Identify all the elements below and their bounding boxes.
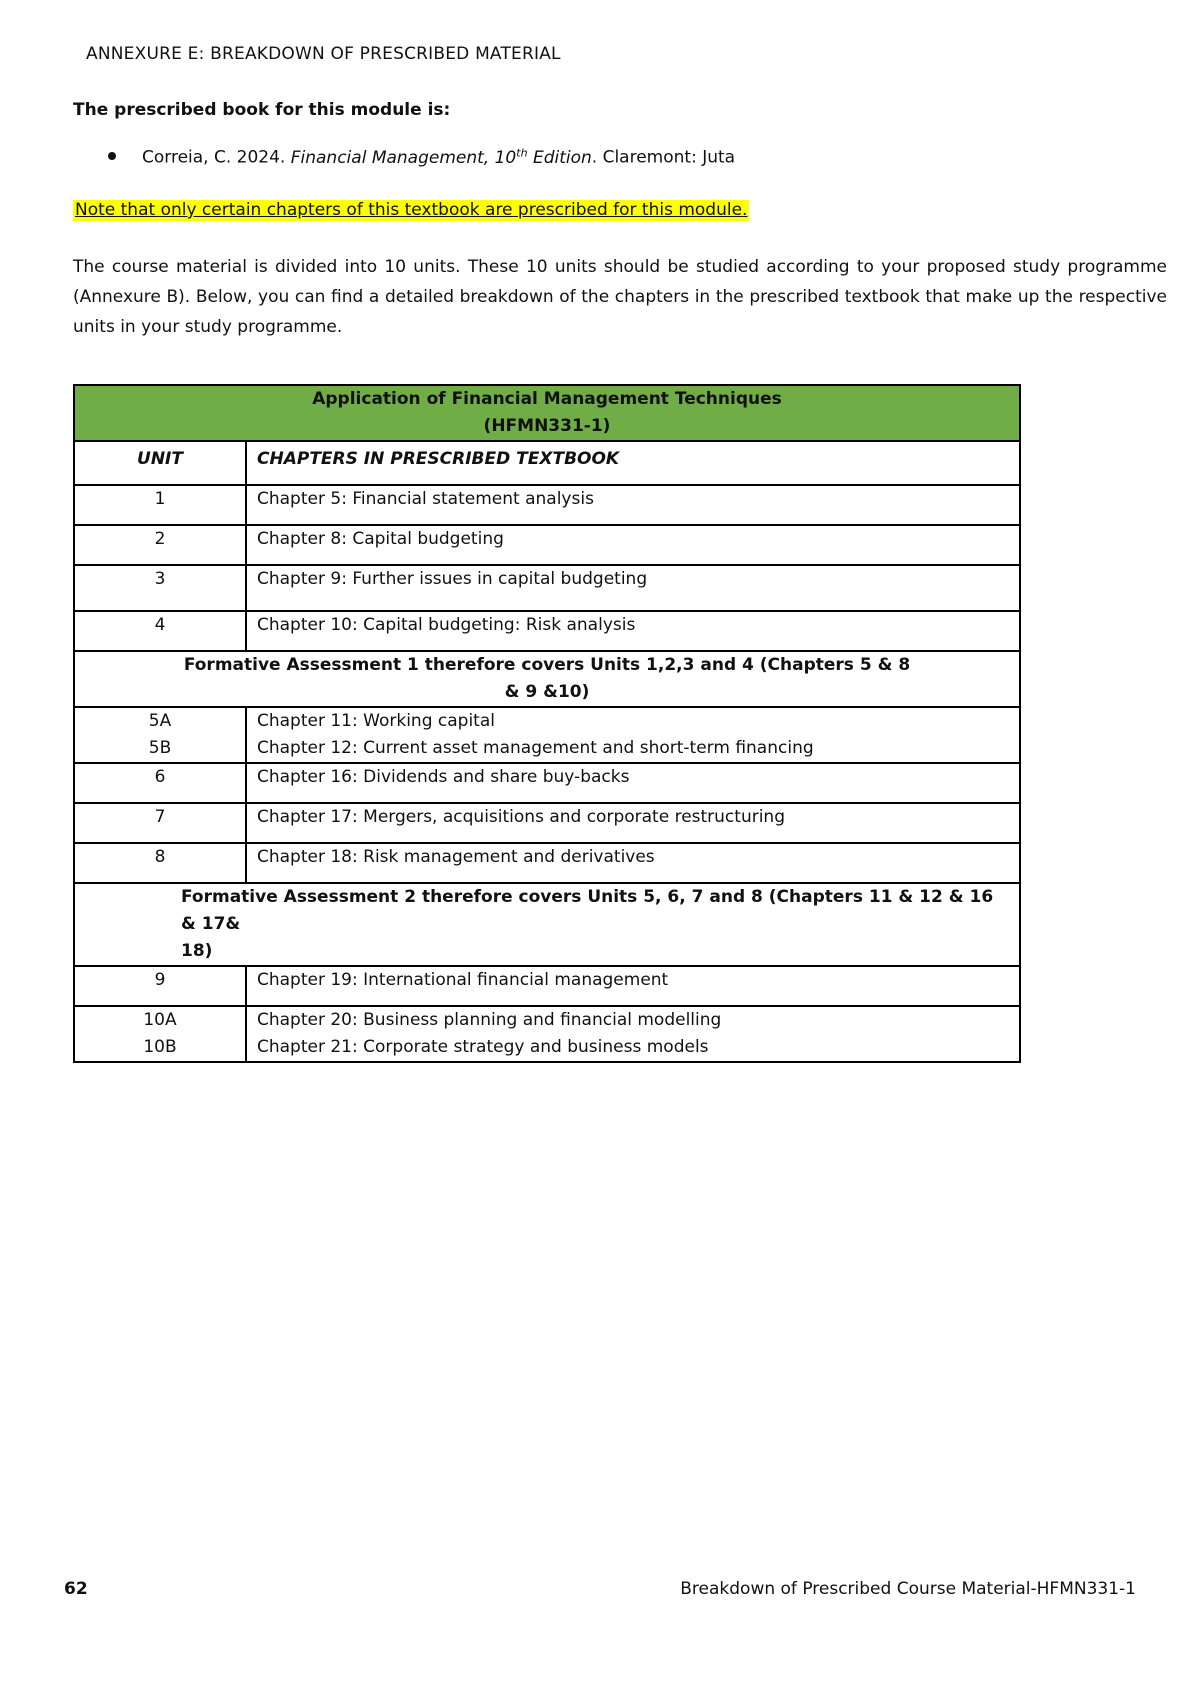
- table-row: [74, 966, 1020, 1006]
- book-reference: [108, 146, 735, 168]
- chapter-cell: Chapter 17: Mergers, acquisitions and corporate restructuring: [246, 803, 1020, 843]
- bullet-icon: [108, 152, 116, 160]
- running-header: ANNEXURE E: BREAKDOWN OF PRESCRIBED MATERIAL: [86, 44, 561, 64]
- table-row: [74, 707, 1020, 763]
- chapter-cell: Chapter 5: Financial statement analysis: [246, 485, 1020, 525]
- header-chapters: CHAPTERS IN PRESCRIBED TEXTBOOK: [246, 441, 1020, 485]
- highlighted-note: Note that only certain chapters of this textbook are prescribed for this module.: [75, 200, 748, 220]
- table-row: [74, 1006, 1020, 1062]
- table-row: [74, 565, 1020, 611]
- table-row: [74, 611, 1020, 651]
- chapter-cell: Chapter 10: Capital budgeting: Risk analysis: [246, 611, 1020, 651]
- page-number: 62: [64, 1579, 88, 1599]
- formative-assessment-1: Formative Assessment 1 therefore covers Units 1,2,3 and 4 (Chapters 5 & 8 & 9 &10): [74, 651, 1020, 707]
- chapter-cell: Chapter 19: International financial management: [246, 966, 1020, 1006]
- table-row: [74, 803, 1020, 843]
- table-row: [74, 843, 1020, 883]
- reference-title: Financial Management, 10th Edition: [290, 146, 592, 168]
- unit-cell: 6: [74, 763, 246, 803]
- chapter-cell: Chapter 9: Further issues in capital budgeting: [246, 565, 1020, 611]
- table-row: [74, 763, 1020, 803]
- unit-cell: 2: [74, 525, 246, 565]
- reference-author-year: Correia, C. 2024.: [142, 147, 291, 168]
- chapter-cell: Chapter 8: Capital budgeting: [246, 525, 1020, 565]
- header-unit: UNIT: [74, 441, 246, 485]
- table-row: [74, 525, 1020, 565]
- unit-cell: 9: [74, 966, 246, 1006]
- prescribed-book-label: The prescribed book for this module is:: [73, 100, 451, 120]
- unit-cell: 7: [74, 803, 246, 843]
- unit-cell: 4: [74, 611, 246, 651]
- chapter-cell: Chapter 11: Working capital Chapter 12: Current asset management and short-term financing: [246, 707, 1020, 763]
- table-title: Application of Financial Management Techniques (HFMN331-1): [74, 385, 1020, 441]
- chapter-cell: Chapter 16: Dividends and share buy-backs: [246, 763, 1020, 803]
- unit-cell: 3: [74, 565, 246, 611]
- unit-cell: 5A 5B: [74, 707, 246, 763]
- reference-publisher: . Claremont: Juta: [591, 147, 736, 168]
- unit-cell: 8: [74, 843, 246, 883]
- footer-title: Breakdown of Prescribed Course Material-HFMN331-1: [680, 1579, 1136, 1599]
- table-row: [74, 485, 1020, 525]
- chapter-cell: Chapter 18: Risk management and derivatives: [246, 843, 1020, 883]
- formative-assessment-2: Formative Assessment 2 therefore covers Units 5, 6, 7 and 8 (Chapters 11 & 12 & 16 & 17& 18): [74, 883, 1020, 966]
- unit-cell: 10A 10B: [74, 1006, 246, 1062]
- course-material-paragraph: The course material is divided into 10 units. These 10 units should be studied according to your proposed study programme (Annexure B). Below, you can find a detailed breakdown of the chapters in the prescribed textbook that make up the respective units in your study programme.: [73, 257, 1167, 337]
- prescribed-material-table: [73, 384, 1021, 1063]
- unit-cell: 1: [74, 485, 246, 525]
- chapter-cell: Chapter 20: Business planning and financial modelling Chapter 21: Corporate strategy and business models: [246, 1006, 1020, 1062]
